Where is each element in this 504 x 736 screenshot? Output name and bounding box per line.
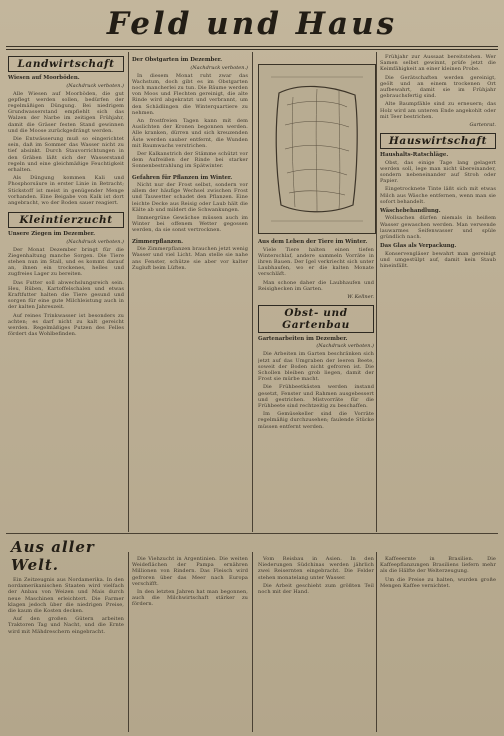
paragraph: Die Entwässerung muß so eingerichtet sein, daß im Sommer das Wasser nicht zu tief absinkt. Durch Stauvorrichtungen in den Gräben läßt sich der Wasserstand regeln und eine gleichmäßige Feuchtigkeit erhalten. [8,135,124,173]
article-title: Gartenarbeiten im Dezember. [258,335,348,342]
article-title: Haushalts-Ratschläge. [380,152,449,159]
paragraph: Immergrüne Gewächse müssen auch im Winter bei offenem Wetter gegossen werden, da sie sonst vertrocknen. [132,215,248,234]
article-title: Gefahren für Pflanzen im Winter. [132,174,233,181]
paragraph: Um die Preise zu halten, wurden große Mengen Kaffee vernichtet. [380,576,496,589]
paragraph: Der Monat Dezember bringt für die Ziegenhaltung manche Sorgen. Die Tiere stehen nun im Stall, und es kommt darauf an, ihnen ein trockenes, helles und zugfreies Lager zu bereiten. [8,246,124,278]
column-1 [8,54,124,530]
masthead-title: Feld und Haus [106,6,398,42]
section-heading-kleintierzucht: Kleintierzucht [8,212,124,228]
paragraph: Die Zimmerpflanzen brauchen jetzt wenig Wasser und viel Licht. Man stelle sie nahe ans Fenster, schütze sie aber vor kalter Zugluft beim Lüften. [132,246,248,271]
paragraph: Kaffeeernte in Brasilien. Die Kaffeepflanzungen Brasiliens liefern mehr als die Hälfte der Welterzeugung. [380,556,496,575]
paragraph: In diesem Monat ruht zwar das Wachstum, doch gibt es im Obstgarten noch mancherlei zu tun. Die Bäume werden von Moos und Flechten gereinigt, die alte Rinde wird abgekratzt und verbrannt, um den Schädlingen die Winterquartiere zu nehmen. [132,72,248,116]
section-rule [6,533,498,534]
article-title: Zimmerpflanzen. [132,238,184,245]
column-rule [376,552,377,732]
paragraph: Die Gerätschaften werden gereinigt, geölt und an einem trockenen Ort aufbewahrt, damit sie im Frühjahr gebrauchsfertig sind. [380,74,496,100]
bottom-column-3 [258,556,374,732]
paragraph: Auf reines Trinkwasser ist besonders zu achten; es darf nicht zu kalt gereicht werden. Regelmäßiges Putzen des Felles fördert das Wohlbefinden. [8,312,124,338]
paragraph: Frühjahr zur Aussaat bereitstehen. Wer Samen selbst gewinnt, prüfe jetzt die Keimfähigkeit an einer kleinen Probe. [380,54,496,73]
paragraph: Man schone daher die Laubhaufen und Reisighecken im Garten. [258,279,374,292]
paragraph: Auf den großen Gütern arbeiten Traktoren Tag und Nacht, und die Ernte wird mit Mähdreschern eingebracht. [8,616,124,635]
section-heading-landwirtschaft: Landwirtschaft [8,56,124,72]
article-byline: W. Kellner. [347,293,374,300]
paragraph: Der Kalkanstrich der Stämme schützt vor dem Aufreißen der Rinde bei starker Sonnenbestrahlung im Spätwinter. [132,150,248,170]
column-4 [380,54,496,530]
article-byline: (Nachdruck verboten.) [190,64,248,71]
paragraph: Wollsachen dürfen niemals in heißem Wasser gewaschen werden. Man verwende lauwarmes Seifenwasser und spüle gründlich nach. [380,215,496,241]
column-rule [128,52,129,532]
paragraph: Als Düngung kommen Kali und Phosphorsäure in erster Linie in Betracht; Stickstoff ist meist in genügender Menge vorhanden. Eine Beigabe von Kalk ist dort angebracht, wo der Boden sauer reagiert. [8,175,124,206]
paragraph: Im Gemüsekeller sind die Vorräte regelmäßig durchzusehen; faulende Stücke müssen entfernt werden. [258,411,374,430]
column-rule [128,552,129,732]
paragraph: Eingetrocknete Tinte läßt sich mit etwas Milch aus Wäsche entfernen, wenn man sie sofort behandelt. [380,186,496,205]
paragraph: Die Arbeit geschieht zum größten Teil noch mit der Hand. [258,582,374,596]
section-heading-obst-und-gartenbau: Obst- und Gartenbau [258,305,374,333]
column-rule [252,52,253,532]
column-rule [376,52,377,532]
paragraph: Alle Wiesen auf Moorböden, die gut gepflegt werden sollen, bedürfen der regelmäßigen Düngung. Bei niedrigem Grundwasserstand empfiehlt sich das Walzen der Narbe im zeitigen Frühjahr, damit die Gräser festen Stand gewinnen und die Moose zurückgedrängt werden. [8,90,124,134]
paragraph: Alte Baumpfähle sind zu erneuern; das Holz wird am unteren Ende angekohlt oder mit Teer bestrichen. [380,101,496,120]
article-byline: (Nachdruck verboten.) [66,238,124,245]
section-heading-aus-aller-welt: Aus aller Welt. [11,538,95,574]
paragraph: Obst, das einige Tage lang gelagert werden soll, lege man nicht übereinander, sondern nebeneinander auf Stroh oder Papier. [380,159,496,185]
paragraph: Die Frühbeetkästen werden instand gesetzt, Fenster und Rahmen ausgebessert und gestrichen. Mistvorräte für die Frühbeete sind rechtzeitig zu beschaffen. [258,384,374,410]
masthead-rule-2 [6,49,498,50]
article-byline: (Nachdruck verboten.) [66,82,124,89]
article-byline: Gartenrat. [469,122,496,129]
paragraph: Konservengläser bewahrt man gereinigt und umgestülpt auf, damit kein Staub hineinfällt. [380,250,496,270]
paragraph: Ein Zeitzeugnis aus Nordamerika. In den nordamerikanischen Staaten wird vielfach der Anbau von Weizen und Mais durch neue Maschinen erleichtert. Die Farmer klagen jedoch über die niedrigen Preise, die kaum die Kosten decken. [8,577,124,615]
paragraph: In den letzten Jahren hat man begonnen, auch die Milchwirtschaft stärker zu fördern. [132,589,248,608]
article-byline: (Nachdruck verboten.) [316,343,374,350]
paragraph: Vom Reisbau in Asien. In den Niederungen Südchinas werden jährlich zwei Reisernten eingebracht. Die Felder stehen monatelang unter Wasser. [258,556,374,581]
bottom-column-2 [132,556,248,732]
column-rule [252,552,253,732]
column-3 [258,236,374,530]
masthead-rule [6,46,498,47]
paragraph: Viele Tiere halten einen tiefen Winterschlaf, andere sammeln Vorräte in ihren Bauen. Der Igel verkriecht sich unter Laubhaufen, wo er die kalten Monate verschläft. [258,246,374,278]
illustration-sketch [258,64,376,234]
paragraph: Das Futter soll abwechslungsreich sein. Heu, Rüben, Kartoffelschalen und etwas Kraftfutter halten die Tiere gesund und sorgen für eine gute Milchleistung auch in der kalten Jahreszeit. [8,279,124,311]
section-heading-hauswirtschaft: Hauswirtschaft [380,133,496,149]
column-2 [132,54,248,530]
illustration-caption: Aus dem Leben der Tiere im Winter. [258,239,368,245]
paragraph: An frostfreien Tagen kann mit dem Auslichten der Kronen begonnen werden. Alle kranken, dürren und sich kreuzenden Äste werden sauber entfernt, die Wunden mit Baumwachs verstrichen. [132,117,248,149]
bottom-column-1 [8,536,124,732]
article-title: Unsere Ziegen im Dezember. [8,231,95,238]
paragraph: Die Arbeiten im Garten beschränken sich jetzt auf das Umgraben der leeren Beete, soweit der Boden nicht gefroren ist. Die Schollen bleiben grob liegen, damit der Frost sie mürbe macht. [258,351,374,383]
article-title: Wiesen auf Moorböden. [8,75,80,81]
article-title: Das Glas als Verpackung. [380,243,457,250]
bottom-column-4 [380,556,496,732]
article-title: Wäschebehandlung. [380,207,441,214]
article-title: Der Obstgarten im Dezember. [132,57,222,63]
paragraph: Die Viehzucht in Argentinien. Die weiten Weideflächen der Pampa ernähren Millionen von Rindern. Das Fleisch wird gefroren über das Meer nach Europa verschifft. [132,556,248,587]
paragraph: Nicht nur der Frost selbst, sondern vor allem der häufige Wechsel zwischen Frost und Tauwetter schadet den Pflanzen. Eine leichte Decke aus Reisig oder Laub hält die Kälte ab und mildert die Schwankungen. [132,182,248,213]
